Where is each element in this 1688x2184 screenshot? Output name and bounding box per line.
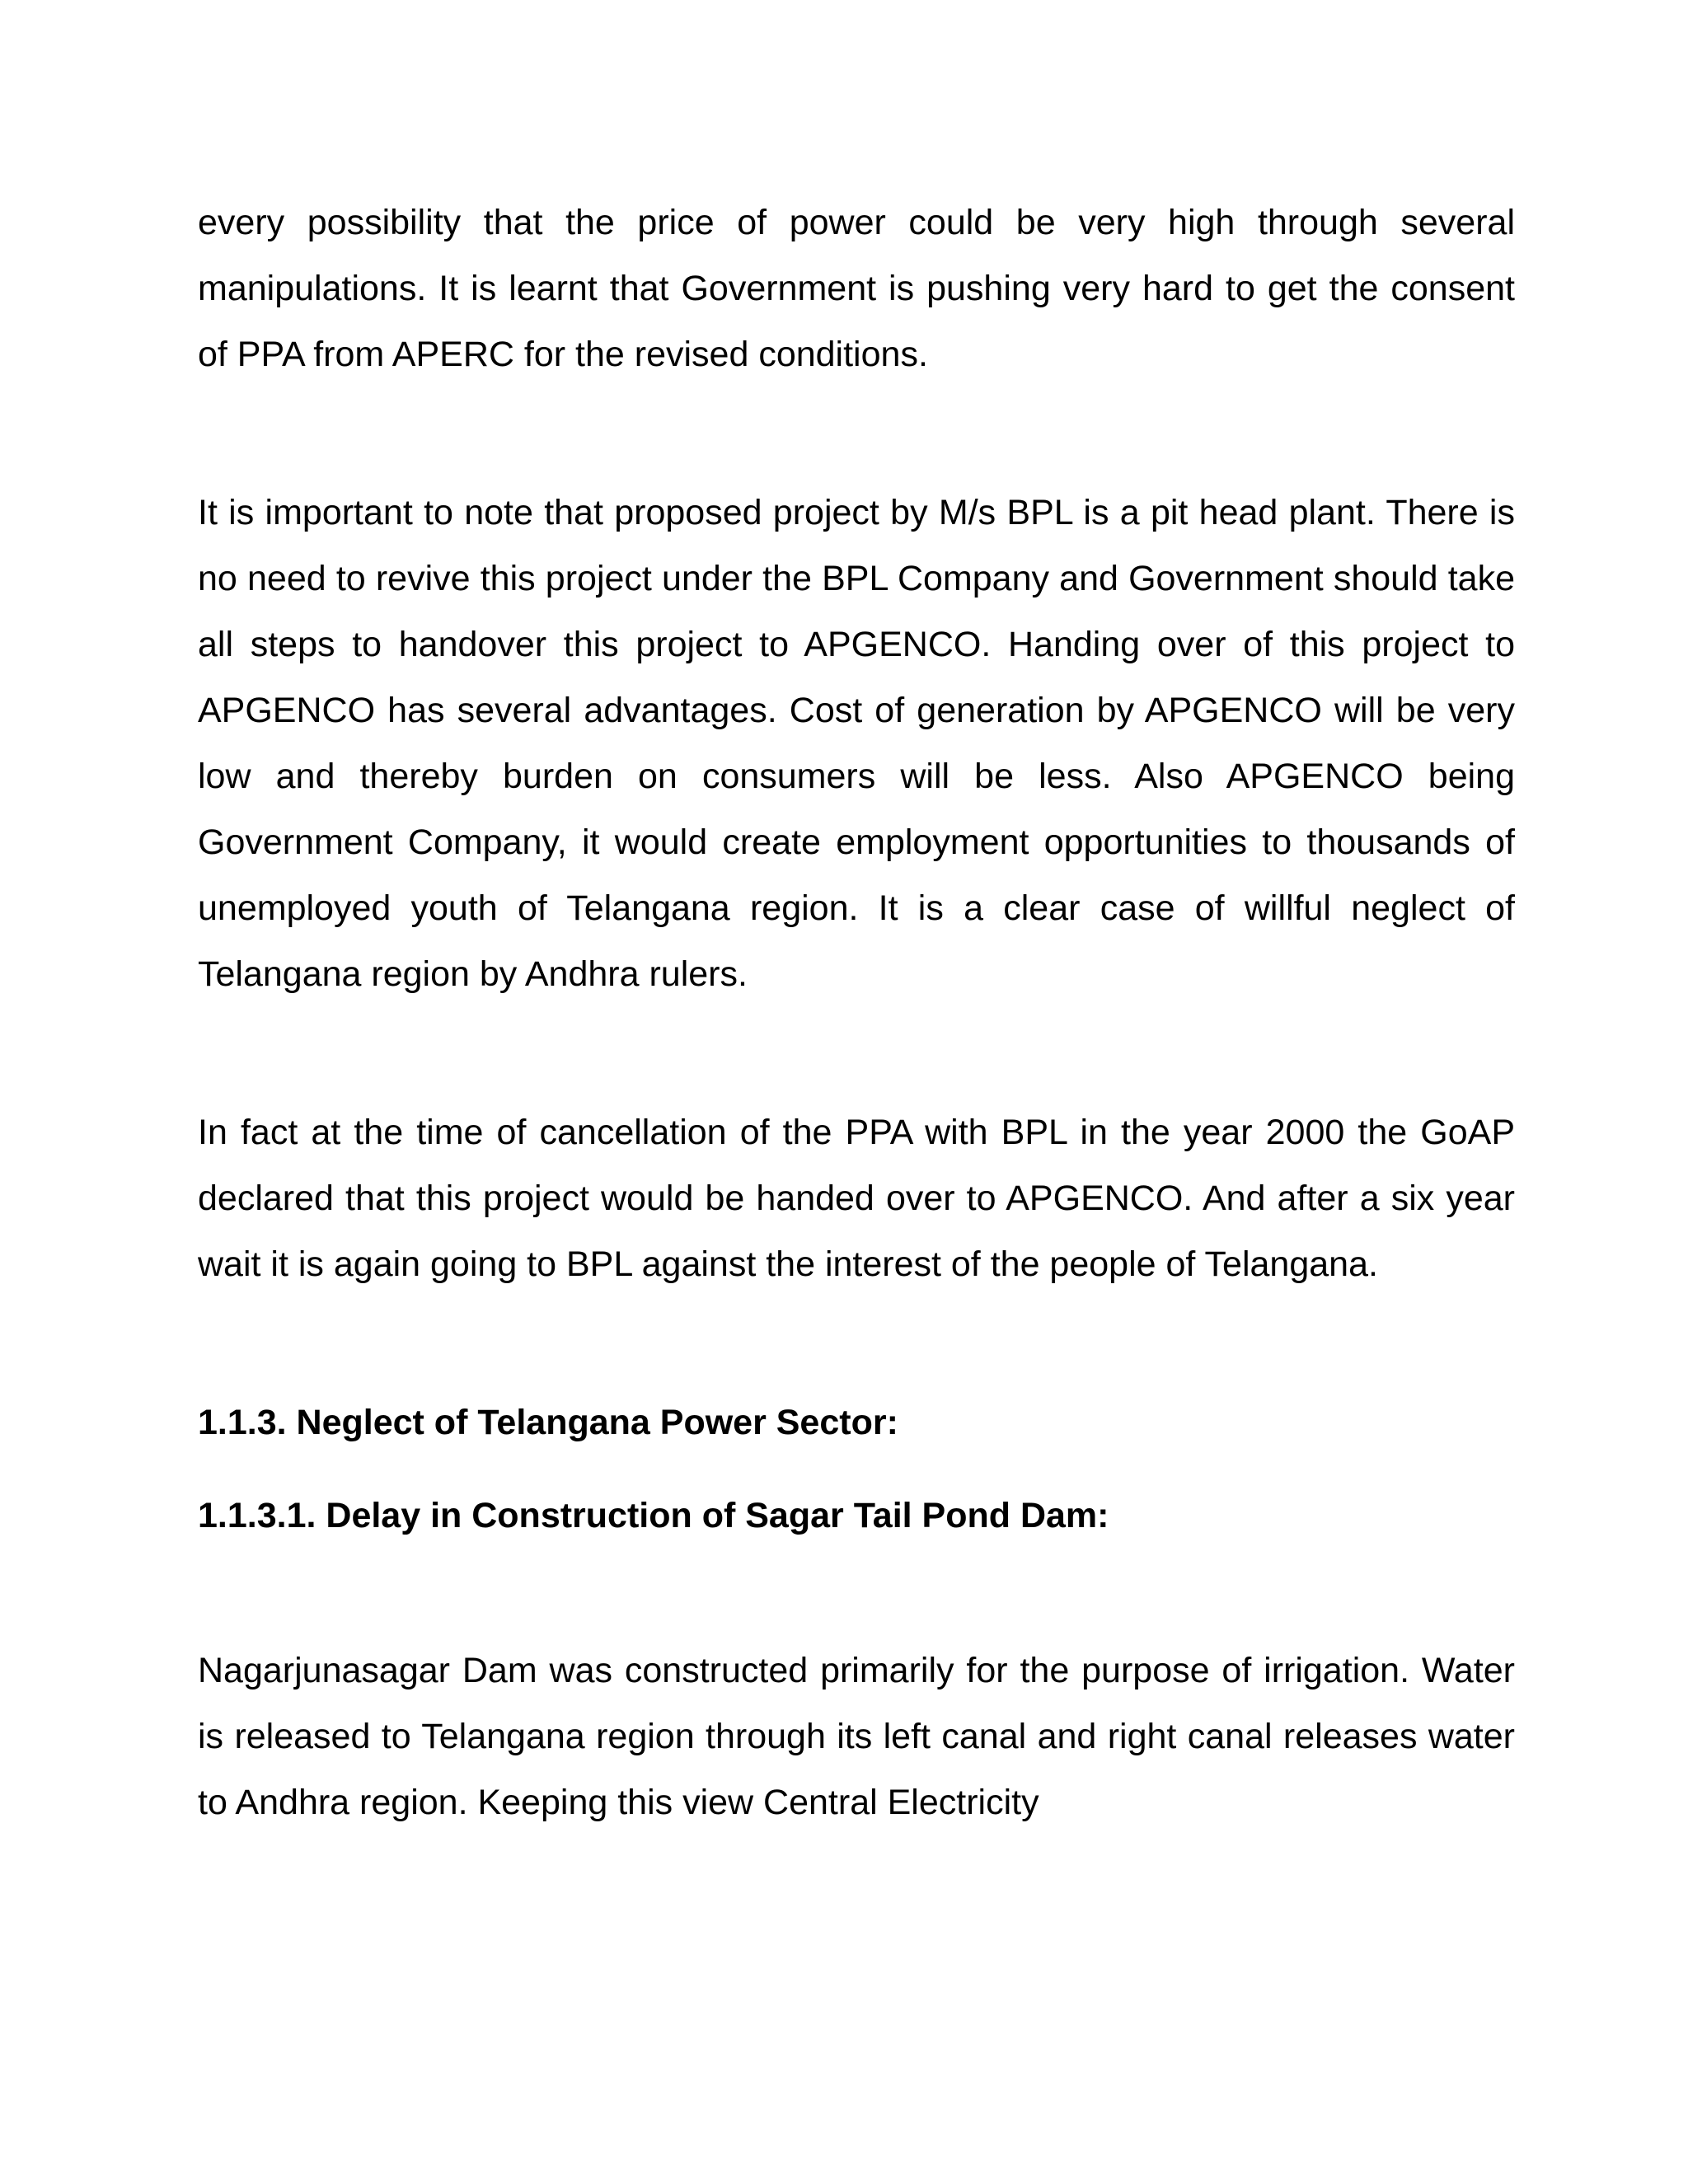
paragraph-price-of-power: every possibility that the price of power could be very high through several manipulations. It is learnt that Government is pushing very hard to get the consent of PPA from APERC for the revised conditions. xyxy=(198,203,1515,374)
document-body xyxy=(198,190,1515,1835)
paragraph-pit-head-plant: It is important to note that proposed project by M/s BPL is a pit head plant. There is no need to revive this project under the BPL Company and Government should take all steps to handover this project to APGENCO. Handing over of this project to APGENCO has several advantages. Cost of generation by APGENCO will be very low and thereby burden on consumers will be less. Also APGENCO being Government Company, it would create employment opportunities to thousands of unemployed youth of Telangana region. It is a clear case of willful neglect of Telangana region by Andhra rulers. xyxy=(198,493,1515,994)
paragraph-ppa-cancellation: In fact at the time of cancellation of the PPA with BPL in the year 2000 the GoAP declared that this project would be handed over to APGENCO. And after a six year wait it is again going to BPL against the interest of the people of Telangana. xyxy=(198,1113,1515,1284)
subsection-heading-tail-pond-dam: 1.1.3.1. Delay in Construction of Sagar Tail Pond Dam: xyxy=(198,1496,1109,1535)
section-heading-power-sector: 1.1.3. Neglect of Telangana Power Sector: xyxy=(198,1403,898,1442)
paragraph-nagarjunasagar-dam: Nagarjunasagar Dam was constructed primarily for the purpose of irrigation. Water is released to Telangana region through its left canal and right canal releases water to Andhra region. Keeping this view Central Electricity xyxy=(198,1651,1515,1822)
